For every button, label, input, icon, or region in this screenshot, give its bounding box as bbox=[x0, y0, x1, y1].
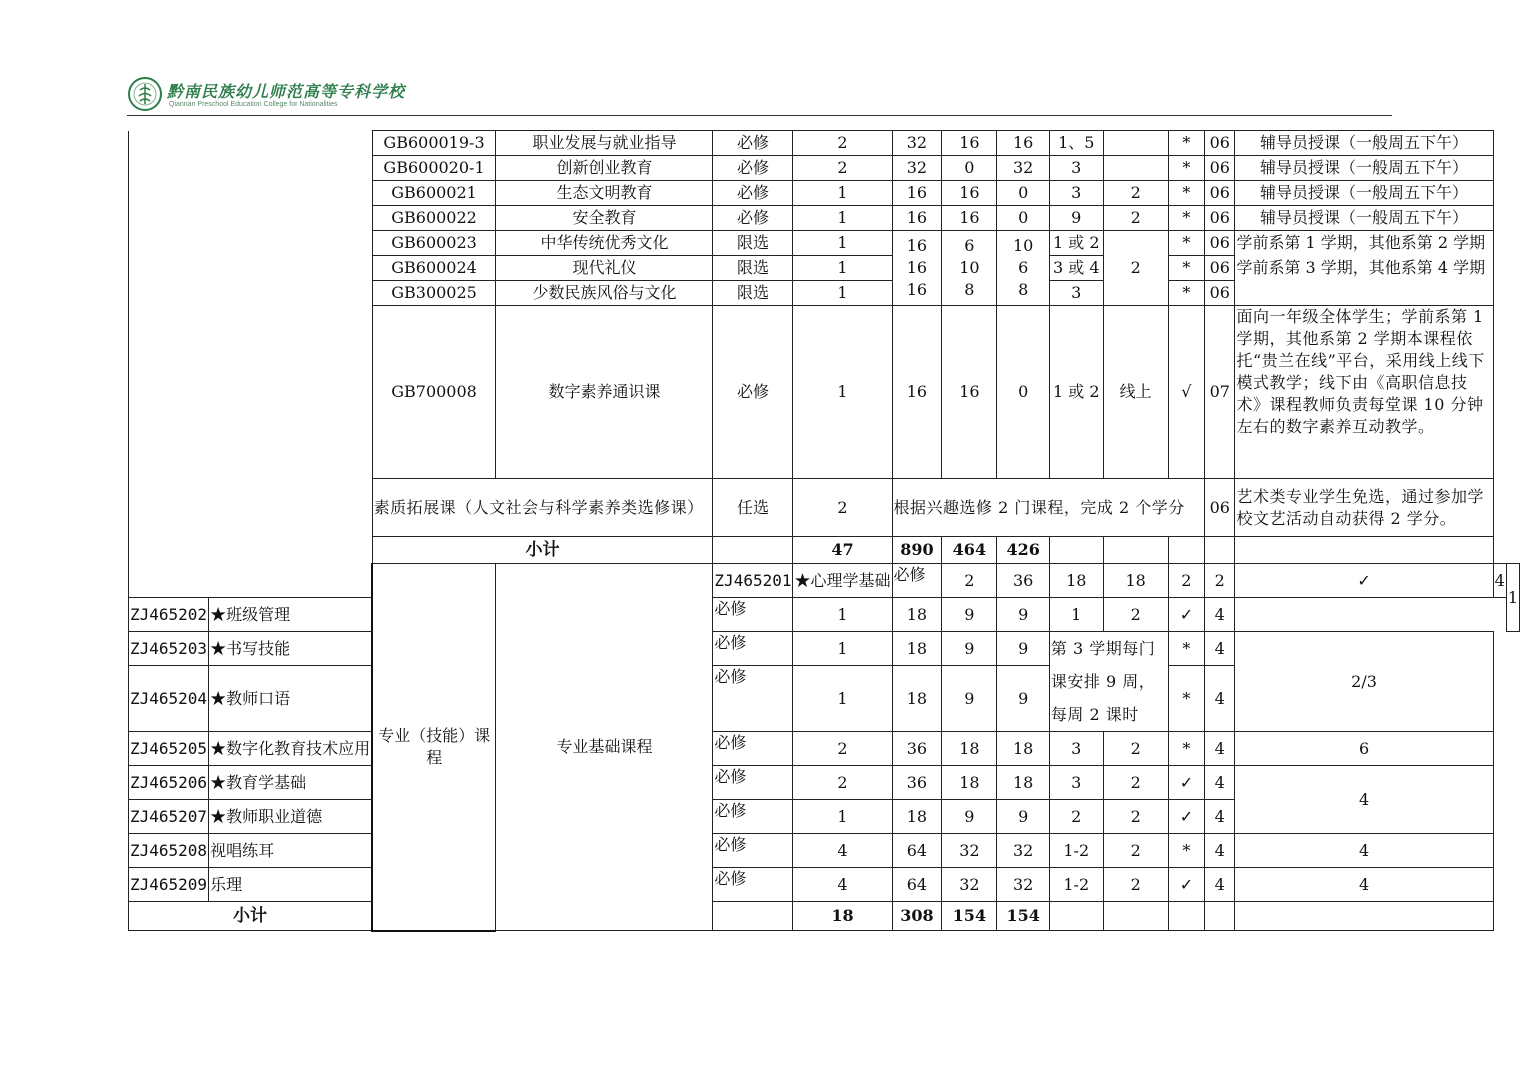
blank bbox=[713, 902, 793, 931]
mark: * bbox=[1168, 256, 1204, 281]
credit: 4 bbox=[793, 834, 892, 868]
subcategory-basic: 专业基础课程 bbox=[496, 564, 713, 931]
blank bbox=[1049, 537, 1103, 564]
mark: * bbox=[1168, 181, 1204, 206]
course-name: 视唱练耳 bbox=[209, 834, 373, 868]
hours: 64 bbox=[892, 868, 942, 902]
hours: 32 bbox=[892, 131, 942, 156]
hours: 16 bbox=[892, 306, 942, 479]
weekly-hours: 2 bbox=[1103, 231, 1168, 306]
dept: 4 bbox=[1493, 564, 1506, 598]
blank bbox=[1103, 902, 1168, 931]
mark: * bbox=[1168, 156, 1204, 181]
semester: 2 bbox=[1168, 564, 1204, 598]
course-code: GB600024 bbox=[372, 256, 496, 281]
mark: ✓ bbox=[1168, 598, 1204, 632]
practice-hours: 16 bbox=[997, 131, 1049, 156]
theory-hours: 16 bbox=[942, 306, 997, 479]
table-row bbox=[129, 131, 1520, 156]
blank bbox=[1168, 902, 1204, 931]
dept: 06 bbox=[1205, 181, 1235, 206]
course-type: 必修 bbox=[892, 564, 942, 598]
table-row bbox=[129, 632, 1520, 666]
note: 6 bbox=[1235, 732, 1493, 766]
practice-hours: 18 bbox=[997, 766, 1049, 800]
course-name: ★心理学基础 bbox=[793, 564, 892, 598]
mark: * bbox=[1168, 732, 1204, 766]
hours: 36 bbox=[892, 732, 942, 766]
hours: 36 bbox=[892, 766, 942, 800]
school-name-cn: 黔南民族幼儿师范高等专科学校 bbox=[167, 82, 406, 101]
mark: ✓ bbox=[1235, 564, 1493, 598]
course-code: ZJ465204 bbox=[129, 666, 209, 732]
course-type: 必修 bbox=[713, 206, 793, 231]
dept: 4 bbox=[1205, 868, 1235, 902]
note: 4 bbox=[1235, 834, 1493, 868]
dept: 4 bbox=[1205, 834, 1235, 868]
note: 学前系第 1 学期，其他系第 2 学期 bbox=[1235, 231, 1493, 256]
dept: 06 bbox=[1205, 156, 1235, 181]
hours: 18 bbox=[892, 800, 942, 834]
course-name: ★数字化教育技术应用 bbox=[209, 732, 373, 766]
mark: ✓ bbox=[1168, 800, 1204, 834]
header-divider bbox=[127, 115, 1392, 116]
mark: √ bbox=[1168, 306, 1204, 479]
weekly-hours: 2 bbox=[1103, 868, 1168, 902]
blank bbox=[1235, 902, 1493, 931]
semester: 2 bbox=[1049, 800, 1103, 834]
course-name: ★教育学基础 bbox=[209, 766, 373, 800]
credit: 1 bbox=[793, 256, 892, 281]
hours: 36 bbox=[997, 564, 1049, 598]
mark: * bbox=[1168, 632, 1204, 666]
semester: 3 或 4 bbox=[1049, 256, 1103, 281]
weekly-hours: 线上 bbox=[1103, 306, 1168, 479]
dept: 4 bbox=[1205, 632, 1235, 666]
course-code: GB600019-3 bbox=[372, 131, 496, 156]
credit: 1 bbox=[793, 666, 892, 732]
blank bbox=[1049, 902, 1103, 931]
subtotal-hours: 308 bbox=[892, 902, 942, 931]
course-name: 创新创业教育 bbox=[496, 156, 713, 181]
practice-value: 6 bbox=[1018, 258, 1029, 277]
semester: 1-2 bbox=[1049, 868, 1103, 902]
weekly-hours: 2 bbox=[1103, 834, 1168, 868]
note: 辅导员授课（一般周五下午） bbox=[1235, 131, 1493, 156]
subtotal-theory: 154 bbox=[942, 902, 997, 931]
weekly-hours bbox=[1103, 156, 1168, 181]
credit: 1 bbox=[793, 598, 892, 632]
elective-hours bbox=[892, 231, 942, 306]
mark: * bbox=[1168, 131, 1204, 156]
blank bbox=[713, 537, 793, 564]
subtotal-label: 小计 bbox=[129, 902, 373, 931]
mark: * bbox=[1168, 231, 1204, 256]
subtotal-credit: 47 bbox=[793, 537, 892, 564]
theory-value: 10 bbox=[959, 258, 980, 277]
blank bbox=[1235, 537, 1493, 564]
course-code: ZJ465209 bbox=[129, 868, 209, 902]
credit: 4 bbox=[793, 868, 892, 902]
course-name: 职业发展与就业指导 bbox=[496, 131, 713, 156]
practice-hours: 9 bbox=[997, 632, 1049, 666]
course-name: 乐理 bbox=[209, 868, 373, 902]
practice-hours: 9 bbox=[997, 800, 1049, 834]
course-type: 必修 bbox=[713, 766, 793, 800]
mark: ✓ bbox=[1168, 868, 1204, 902]
course-code: ZJ465201 bbox=[713, 564, 793, 598]
course-code: GB700008 bbox=[372, 306, 496, 479]
weekly-hours: 2 bbox=[1103, 800, 1168, 834]
theory-hours: 18 bbox=[1049, 564, 1103, 598]
course-type: 限选 bbox=[713, 231, 793, 256]
subtotal-credit: 18 bbox=[793, 902, 892, 931]
course-type: 必修 bbox=[713, 598, 793, 632]
table-row bbox=[129, 868, 1520, 902]
subtotal-label: 小计 bbox=[372, 537, 713, 564]
course-name: 现代礼仪 bbox=[496, 256, 713, 281]
span-text: 根据兴趣选修 2 门课程，完成 2 个学分 bbox=[892, 479, 1205, 537]
practice-hours: 32 bbox=[997, 156, 1049, 181]
credit: 2 bbox=[793, 732, 892, 766]
subtotal-theory: 464 bbox=[942, 537, 997, 564]
subtotal-practice: 426 bbox=[997, 537, 1049, 564]
note: 2/3 bbox=[1235, 632, 1493, 732]
note: 1 bbox=[1506, 564, 1519, 632]
school-name-en: Qiannan Preschool Education College for Nationalities bbox=[169, 101, 338, 108]
hours-value: 16 bbox=[906, 258, 928, 277]
course-code: GB600021 bbox=[372, 181, 496, 206]
curriculum-table bbox=[128, 130, 1520, 932]
course-type: 必修 bbox=[713, 131, 793, 156]
course-type: 任选 bbox=[713, 479, 793, 537]
note: 辅导员授课（一般周五下午） bbox=[1235, 206, 1493, 231]
credit: 1 bbox=[793, 231, 892, 256]
course-type: 必修 bbox=[713, 868, 793, 902]
theory-hours: 18 bbox=[942, 766, 997, 800]
course-type: 必修 bbox=[713, 666, 793, 732]
practice-hours: 0 bbox=[997, 306, 1049, 479]
weekly-hours: 2 bbox=[1103, 732, 1168, 766]
course-name: 安全教育 bbox=[496, 206, 713, 231]
course-type: 必修 bbox=[713, 156, 793, 181]
semester: 1 bbox=[1049, 598, 1103, 632]
theory-hours: 9 bbox=[942, 598, 997, 632]
credit: 1 bbox=[793, 632, 892, 666]
semester: 1、5 bbox=[1049, 131, 1103, 156]
weekly-hours: 2 bbox=[1103, 181, 1168, 206]
semester: 1-2 bbox=[1049, 834, 1103, 868]
credit: 1 bbox=[793, 181, 892, 206]
course-name: ★班级管理 bbox=[209, 598, 373, 632]
weekly-hours: 2 bbox=[1103, 598, 1168, 632]
blank bbox=[1205, 537, 1235, 564]
dept: 4 bbox=[1205, 732, 1235, 766]
subtotal-row bbox=[129, 902, 1520, 931]
course-name: 素质拓展课（人文社会与科学素养类选修课） bbox=[372, 479, 713, 537]
course-name: ★书写技能 bbox=[209, 632, 373, 666]
note: 学前系第 3 学期，其他系第 4 学期 bbox=[1235, 256, 1493, 281]
note: 面向一年级全体学生；学前系第 1 学期，其他系第 2 学期本课程依托“贵兰在线”平台，采用线上线下模式教学；线下由《高职信息技术》课程教师负责每堂课 10 分钟左右的数字素养互动教学。 bbox=[1235, 306, 1493, 479]
course-code: ZJ465205 bbox=[129, 732, 209, 766]
credit: 1 bbox=[793, 206, 892, 231]
course-code: ZJ465208 bbox=[129, 834, 209, 868]
table-row bbox=[129, 598, 1520, 632]
hours: 16 bbox=[892, 206, 942, 231]
semester: 9 bbox=[1049, 206, 1103, 231]
semester: 3 bbox=[1049, 156, 1103, 181]
mark: ✓ bbox=[1168, 766, 1204, 800]
dept: 07 bbox=[1205, 306, 1235, 479]
course-type: 限选 bbox=[713, 256, 793, 281]
blank bbox=[1168, 537, 1204, 564]
note: 4 bbox=[1235, 766, 1493, 834]
document-header bbox=[127, 74, 1392, 116]
semester: 1 或 2 bbox=[1049, 231, 1103, 256]
course-type: 必修 bbox=[713, 732, 793, 766]
credit: 1 bbox=[793, 800, 892, 834]
course-code: ZJ465202 bbox=[129, 598, 209, 632]
course-code: GB300025 bbox=[372, 281, 496, 306]
course-type: 限选 bbox=[713, 281, 793, 306]
hours: 18 bbox=[892, 598, 942, 632]
credit: 1 bbox=[793, 281, 892, 306]
table-row bbox=[129, 732, 1520, 766]
theory-hours: 32 bbox=[942, 834, 997, 868]
practice-hours: 0 bbox=[997, 181, 1049, 206]
hours-value: 16 bbox=[906, 280, 928, 299]
dept: 06 bbox=[1205, 231, 1235, 256]
note: 艺术类专业学生免选，通过参加学校文艺活动自动获得 2 学分。 bbox=[1235, 479, 1493, 537]
course-name: 少数民族风俗与文化 bbox=[496, 281, 713, 306]
table-row bbox=[129, 834, 1520, 868]
hours: 64 bbox=[892, 834, 942, 868]
note: 4 bbox=[1235, 868, 1493, 902]
theory-hours: 16 bbox=[942, 131, 997, 156]
theory-hours: 16 bbox=[942, 181, 997, 206]
theory-hours: 9 bbox=[942, 632, 997, 666]
credit: 2 bbox=[793, 479, 892, 537]
dept: 4 bbox=[1205, 766, 1235, 800]
course-code: ZJ465206 bbox=[129, 766, 209, 800]
course-name: 生态文明教育 bbox=[496, 181, 713, 206]
blank bbox=[1205, 902, 1235, 931]
hours: 18 bbox=[892, 632, 942, 666]
category-cell-blank bbox=[129, 131, 373, 598]
elective-practice bbox=[997, 231, 1049, 306]
mark: * bbox=[1168, 834, 1204, 868]
semester: 1 或 2 bbox=[1049, 306, 1103, 479]
category-professional: 专业（技能）课程 bbox=[372, 564, 496, 931]
theory-hours: 9 bbox=[942, 800, 997, 834]
theory-hours: 9 bbox=[942, 666, 997, 732]
credit: 1 bbox=[793, 306, 892, 479]
weekly-hours: 2 bbox=[1205, 564, 1235, 598]
subtotal-practice: 154 bbox=[997, 902, 1049, 931]
semester: 3 bbox=[1049, 281, 1103, 306]
semester: 3 bbox=[1049, 732, 1103, 766]
table-row bbox=[129, 766, 1520, 800]
practice-hours: 18 bbox=[1103, 564, 1168, 598]
practice-value: 8 bbox=[1018, 280, 1029, 299]
credit: 2 bbox=[942, 564, 997, 598]
course-type: 必修 bbox=[713, 181, 793, 206]
credit: 2 bbox=[793, 766, 892, 800]
mark: * bbox=[1168, 281, 1204, 306]
blank bbox=[1103, 537, 1168, 564]
theory-hours: 18 bbox=[942, 732, 997, 766]
dept: 4 bbox=[1205, 666, 1235, 732]
practice-hours: 18 bbox=[997, 732, 1049, 766]
hours: 16 bbox=[892, 181, 942, 206]
course-name: ★教师职业道德 bbox=[209, 800, 373, 834]
course-type: 必修 bbox=[713, 834, 793, 868]
semester: 3 bbox=[1049, 181, 1103, 206]
practice-hours: 32 bbox=[997, 868, 1049, 902]
course-code: ZJ465203 bbox=[129, 632, 209, 666]
hours: 18 bbox=[892, 666, 942, 732]
school-logo-icon bbox=[127, 76, 163, 112]
course-name: ★教师口语 bbox=[209, 666, 373, 732]
note bbox=[1235, 281, 1493, 306]
subtotal-hours: 890 bbox=[892, 537, 942, 564]
course-name: 数字素养通识课 bbox=[496, 306, 713, 479]
practice-hours: 9 bbox=[997, 666, 1049, 732]
hours: 32 bbox=[892, 156, 942, 181]
mark: * bbox=[1168, 666, 1204, 732]
practice-value: 10 bbox=[1012, 236, 1034, 255]
hours-value: 16 bbox=[906, 236, 928, 255]
dept: 06 bbox=[1205, 206, 1235, 231]
dept: 06 bbox=[1205, 281, 1235, 306]
course-type: 必修 bbox=[713, 306, 793, 479]
semester: 3 bbox=[1049, 766, 1103, 800]
course-code: GB600020-1 bbox=[372, 156, 496, 181]
practice-hours: 32 bbox=[997, 834, 1049, 868]
theory-hours: 16 bbox=[942, 206, 997, 231]
elective-theory bbox=[942, 231, 997, 306]
dept: 4 bbox=[1205, 800, 1235, 834]
dept: 06 bbox=[1205, 479, 1235, 537]
mark: * bbox=[1168, 206, 1204, 231]
theory-value: 6 bbox=[964, 236, 975, 255]
course-code: GB600023 bbox=[372, 231, 496, 256]
course-type: 必修 bbox=[713, 632, 793, 666]
theory-value: 8 bbox=[964, 280, 975, 299]
credit: 2 bbox=[793, 131, 892, 156]
weekly-hours: 2 bbox=[1103, 206, 1168, 231]
theory-hours: 32 bbox=[942, 868, 997, 902]
course-code: ZJ465207 bbox=[129, 800, 209, 834]
note: 辅导员授课（一般周五下午） bbox=[1235, 156, 1493, 181]
dept: 4 bbox=[1205, 598, 1235, 632]
dept: 06 bbox=[1205, 131, 1235, 156]
credit: 2 bbox=[793, 156, 892, 181]
note: 辅导员授课（一般周五下午） bbox=[1235, 181, 1493, 206]
practice-hours: 9 bbox=[997, 598, 1049, 632]
course-code: GB600022 bbox=[372, 206, 496, 231]
practice-hours: 0 bbox=[997, 206, 1049, 231]
dept: 06 bbox=[1205, 256, 1235, 281]
merged-semester-note: 第 3 学期每门课安排 9 周，每周 2 课时 bbox=[1049, 632, 1168, 732]
weekly-hours bbox=[1103, 131, 1168, 156]
course-type: 必修 bbox=[713, 800, 793, 834]
theory-hours: 0 bbox=[942, 156, 997, 181]
course-name: 中华传统优秀文化 bbox=[496, 231, 713, 256]
weekly-hours: 2 bbox=[1103, 766, 1168, 800]
